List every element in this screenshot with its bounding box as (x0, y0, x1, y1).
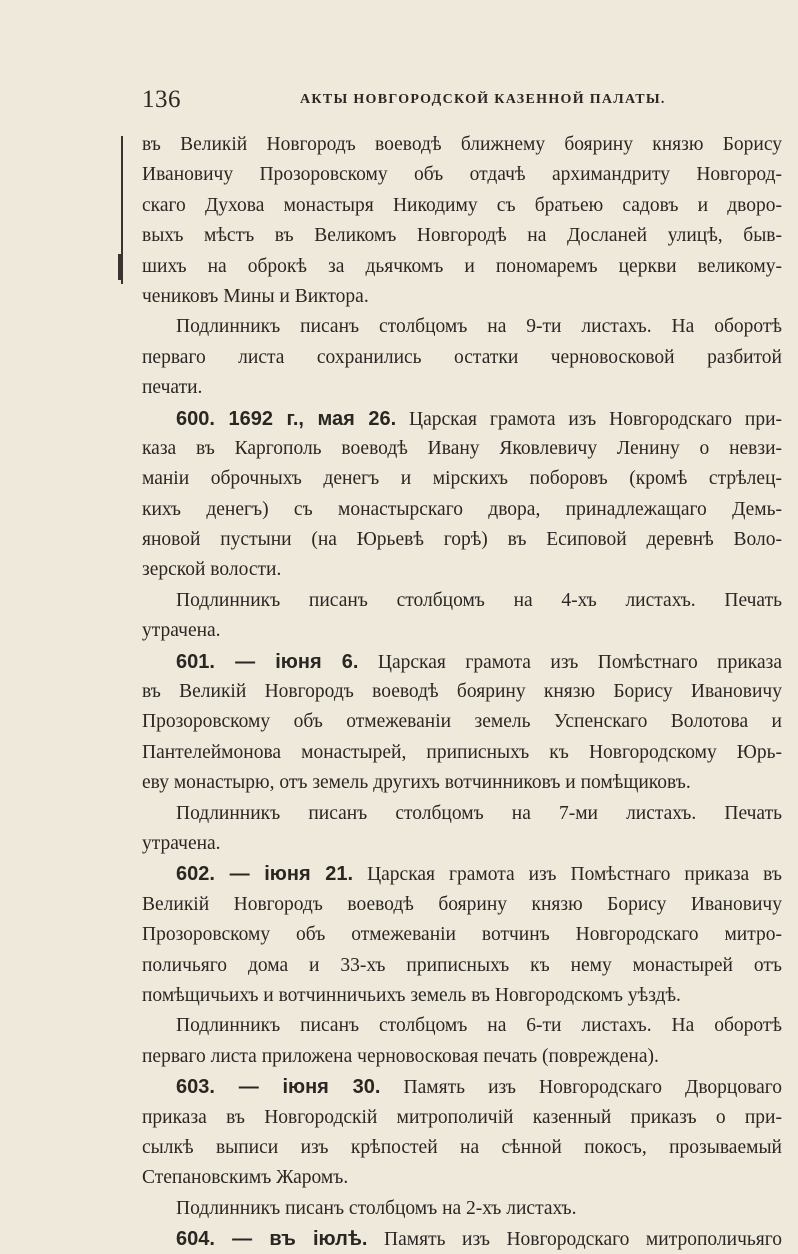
text-span: яновой пустыни (на Юрьевѣ горѣ) въ Есиповой деревнѣ Воло- (142, 529, 782, 551)
text-line (142, 464, 782, 494)
text-line (142, 647, 782, 677)
text-line (142, 160, 782, 190)
text-span: Подлинникъ писанъ столбцомъ на 7-ми листахъ. Печать (176, 802, 782, 824)
text-line (142, 252, 782, 282)
entry-heading: 601. — іюня 6. (176, 650, 359, 673)
text-line (142, 1224, 782, 1254)
text-span: поличьяго дома и 33-хъ приписныхъ къ нему монастырей отъ (142, 954, 782, 976)
text-line (142, 981, 782, 1011)
text-line (142, 191, 782, 221)
text-span: сылкѣ выписи изъ крѣпостей на сѣнной покосъ, прозываемый (142, 1136, 782, 1158)
text-span: печати. (142, 377, 203, 399)
text-line (142, 1163, 782, 1193)
text-line (142, 282, 782, 312)
text-span: скаго Духова монастыря Никодиму съ братьею садовъ и дворо- (142, 194, 782, 216)
text-span: перваго листа сохранились остатки черновосковой разбитой (142, 346, 782, 368)
text-line (142, 920, 782, 950)
page-header (142, 86, 784, 120)
text-span: Подлинникъ писанъ столбцомъ на 9-ти листахъ. На оборотѣ (176, 316, 782, 338)
text-span: утрачена. (142, 620, 221, 642)
text-line (142, 586, 782, 616)
text-line (142, 1072, 782, 1102)
text-line (142, 1042, 782, 1072)
text-span: утрачена. (142, 832, 221, 854)
text-line (142, 738, 782, 768)
text-span: Прозоровскому объ отмежеваніи земель Успенскаго Волотова и (142, 711, 782, 733)
text-span: выхъ мѣстъ въ Великомъ Новгородѣ на Досланей улицѣ, быв- (142, 225, 782, 247)
text-span: маніи оброчныхъ денегъ и мірскихъ поборовъ (кромѣ стрѣлец- (142, 468, 782, 490)
text-span: Память изъ Новгородскаго митрополичьяго (367, 1229, 782, 1251)
text-line (142, 404, 782, 434)
text-line (142, 951, 782, 981)
text-span: Степановскимъ Жаромъ. (142, 1167, 349, 1189)
text-line (142, 677, 782, 707)
text-span: каза въ Каргополь воеводѣ Ивану Яковлевичу Ленину о невзи- (142, 437, 782, 459)
entry-heading: 602. — іюня 21. (176, 863, 354, 886)
text-span: въ Великій Новгородъ воеводѣ боярину князю Борису Ивановичу (142, 681, 782, 703)
entry-heading: 603. — іюня 30. (176, 1076, 381, 1099)
text-span: Память изъ Новгородскаго Дворцоваго (380, 1077, 782, 1099)
text-line (142, 1011, 782, 1041)
text-span: шихъ на оброкѣ за дьячкомъ и пономаремъ церкви великому- (142, 255, 782, 277)
text-line (142, 616, 782, 646)
text-line (142, 768, 782, 798)
text-span: перваго листа приложена черновосковая печать (повреждена). (142, 1045, 659, 1067)
text-line (142, 343, 782, 373)
text-span: Царская грамота изъ Новгородскаго при- (396, 408, 782, 430)
text-line (142, 434, 782, 464)
text-line (142, 221, 782, 251)
text-line (142, 1133, 782, 1163)
text-span: приказа въ Новгородскій митрополичій казенный приказъ о при- (142, 1106, 782, 1128)
margin-bracket-mark (120, 136, 124, 284)
body-text (142, 130, 782, 1254)
text-span: Прозоровскому объ отмежеваніи вотчинъ Новгородскаго митро- (142, 924, 782, 946)
text-line (142, 799, 782, 829)
text-line (142, 130, 782, 160)
text-line (142, 1194, 782, 1224)
text-span: еву монастырю, отъ земель другихъ вотчинниковъ и помѣщиковъ. (142, 772, 691, 794)
text-span: чениковъ Мины и Виктора. (142, 285, 369, 307)
text-span: въ Великій Новгородъ воеводѣ ближнему боярину князю Борису (142, 134, 782, 155)
text-span: Подлинникъ писанъ столбцомъ на 6-ти листахъ. На оборотѣ (176, 1015, 782, 1037)
text-line (142, 829, 782, 859)
text-span: Великій Новгородъ воеводѣ боярину князю Борису Ивановичу (142, 893, 782, 915)
text-span: Подлинникъ писанъ столбцомъ на 4-хъ листахъ. Печать (176, 589, 782, 611)
text-span: зерской волости. (142, 559, 282, 581)
text-span: Царская грамота изъ Помѣстнаго приказа (358, 651, 782, 673)
text-line (142, 859, 782, 889)
entry-heading: 604. — въ іюлѣ. (176, 1228, 368, 1251)
entry-heading: 600. 1692 г., мая 26. (176, 407, 397, 430)
page-number: 136 (142, 86, 181, 113)
text-span: Пантелеймонова монастырей, приписныхъ къ Новгородскому Юрь- (142, 741, 782, 763)
text-line (142, 525, 782, 555)
text-span: помѣщичьихъ и вотчинничьихъ земель въ Новгородскомъ уѣздѣ. (142, 984, 681, 1006)
running-head: АКТЫ НОВГОРОДСКОЙ КАЗЕННОЙ ПАЛАТЫ. (300, 92, 666, 107)
text-line (142, 495, 782, 525)
text-line (142, 707, 782, 737)
text-line (142, 312, 782, 342)
text-line (142, 1103, 782, 1133)
text-line (142, 373, 782, 403)
text-line (142, 555, 782, 585)
text-line (142, 890, 782, 920)
text-span: кихъ денегъ) съ монастырскаго двора, принадлежащаго Демь- (142, 498, 782, 520)
text-span: Царская грамота изъ Помѣстнаго приказа въ (353, 864, 782, 886)
text-span: Ивановичу Прозоровскому объ отдачѣ архимандриту Новгород- (142, 164, 782, 186)
text-span: Подлинникъ писанъ столбцомъ на 2-хъ листахъ. (176, 1197, 577, 1219)
